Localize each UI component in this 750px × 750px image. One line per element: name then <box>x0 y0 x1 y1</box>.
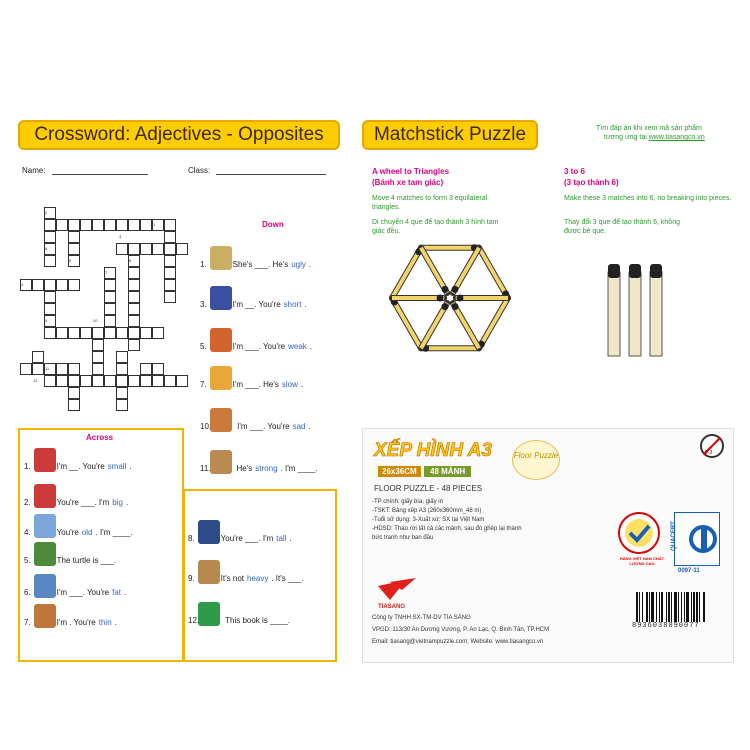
barcode-bar <box>684 592 685 622</box>
crossword-cell[interactable] <box>116 327 128 339</box>
clue-pre: I'm __. You're <box>56 462 105 471</box>
clue-pre: I'm __. You're <box>232 300 281 309</box>
matchstick-body <box>392 248 421 298</box>
clue-num: 8. <box>188 534 195 543</box>
clue-post: . It's ___. <box>271 574 304 583</box>
barcode-number: 8936038090077 <box>632 622 700 630</box>
barcode-bar <box>642 592 643 622</box>
class-underline <box>216 166 326 175</box>
clue-pre: This book is ____. <box>225 616 291 625</box>
clue-pre: He's <box>236 464 253 473</box>
crossword-cell[interactable] <box>152 243 164 255</box>
crossword-cell[interactable] <box>128 375 140 387</box>
matchstick-body <box>479 298 508 348</box>
clue-post: . <box>300 380 304 389</box>
barcode-bar <box>693 592 695 622</box>
quality-check-icon <box>620 514 658 552</box>
pieces-badge: 48 MẢNH <box>424 466 471 477</box>
clue-num: 6. <box>24 588 31 597</box>
clue-pre: You're ___. I'm <box>220 534 274 543</box>
crossword-cell[interactable] <box>176 375 188 387</box>
clue-down-clues-2 <box>200 300 307 309</box>
clue-extra-clues-3 <box>188 616 296 625</box>
name-label: Name: <box>22 166 46 175</box>
crossword-cell[interactable] <box>104 279 116 291</box>
crossword-cell[interactable] <box>68 219 80 231</box>
crossword-cell[interactable] <box>176 243 188 255</box>
clue-pre: It's not <box>220 574 244 583</box>
clue-down-clues-1 <box>200 260 311 269</box>
crossword-cell[interactable] <box>152 327 164 339</box>
clue-kw: tall <box>276 534 287 543</box>
crossword-cell[interactable] <box>44 303 56 315</box>
quacert-badge <box>670 512 720 566</box>
clue-post: . <box>304 300 307 309</box>
crossword-cell[interactable] <box>116 399 128 411</box>
clue-post: . <box>308 260 312 269</box>
crossword-cell[interactable] <box>44 219 56 231</box>
crossword-cell[interactable] <box>44 231 56 243</box>
puzzle1-desc-en: Move 4 matches to form 3 equilateral triangles. <box>372 195 488 211</box>
clue-pre: You're <box>56 528 79 537</box>
clue-kw: fat <box>112 588 122 597</box>
clue-kw: ugly <box>291 260 306 269</box>
barcode-bar <box>671 592 672 622</box>
crossword-cell[interactable] <box>140 243 152 255</box>
crossword-cell[interactable] <box>152 363 164 375</box>
clue-down-clues-4 <box>200 380 303 389</box>
crossword-number: 4 <box>21 282 24 287</box>
crossword-cell[interactable] <box>128 315 140 327</box>
clue-num: 5. <box>200 342 207 351</box>
crossword-cell[interactable] <box>128 279 140 291</box>
class-field <box>188 166 326 175</box>
clue-down-clues-3 <box>200 342 312 351</box>
crossword-cell[interactable] <box>128 339 140 351</box>
clue-pre: I'm ___. He's <box>232 380 279 389</box>
clue-post: . <box>125 498 129 507</box>
clue-num: 1. <box>24 462 31 471</box>
matchstick-body <box>453 303 479 348</box>
crossword-cell[interactable] <box>104 375 116 387</box>
crossword-number: 7 <box>105 270 108 275</box>
crossword-cell[interactable] <box>116 363 128 375</box>
crossword-cell[interactable] <box>164 279 176 291</box>
crossword-cell[interactable] <box>32 363 44 375</box>
crossword-cell[interactable] <box>44 375 56 387</box>
puzzle2-title-vi: (3 tạo thành 6) <box>564 178 619 187</box>
spec-line: -TP chính: giấy bìa, giấy in <box>372 499 443 505</box>
clue-pre: You're ___. I'm <box>56 498 110 507</box>
puzzle1-title-vi: (Bánh xe tam giác) <box>372 178 444 187</box>
clue-pre: I'm ___. You're <box>232 342 286 351</box>
crossword-title: Crossword: Adjectives - Opposites <box>18 120 340 150</box>
clue-num: 4. <box>24 528 31 537</box>
quality-badge <box>618 512 660 554</box>
clue-post: . <box>129 462 132 471</box>
barcode-bar <box>703 592 705 622</box>
matchstick-body <box>421 303 447 348</box>
name-underline <box>52 166 148 175</box>
spec-line: bức tranh như ban đầu <box>372 535 434 541</box>
clue-post: . I'm ____. <box>95 528 133 537</box>
quality-badge-text: HÀNG VIỆT NAM CHẤT LƯỢNG CAO <box>619 556 665 566</box>
clue-down-clues-6 <box>200 464 318 473</box>
crossword-cell[interactable] <box>68 375 80 387</box>
crossword-cell[interactable] <box>116 243 128 255</box>
clue-kw: sad <box>292 422 306 431</box>
crossword-cell[interactable] <box>68 279 80 291</box>
crossword-cell[interactable] <box>104 315 116 327</box>
crossword-cell[interactable] <box>116 387 128 399</box>
crossword-cell[interactable] <box>152 375 164 387</box>
size-badge: 26x36CM <box>378 466 421 477</box>
crossword-cell[interactable] <box>56 327 68 339</box>
clue-num: 11. <box>200 464 211 473</box>
clue-pre: I'm ___. You're <box>56 588 110 597</box>
crossword-cell[interactable] <box>140 363 152 375</box>
crossword-cell[interactable] <box>116 219 128 231</box>
puzzle1-desc-vi: Di chuyển 4 que để tạo thành 3 hình tam giác đều. <box>372 219 499 235</box>
answer-note-prefix: tương ứng tại <box>604 134 649 141</box>
product-subtitle: FLOOR PUZZLE - 48 PIECES <box>374 484 483 493</box>
crossword-number: 5 <box>69 258 72 263</box>
clue-kw: weak <box>288 342 307 351</box>
barcode-bar <box>691 592 692 622</box>
floor-puzzle-badge: Floor Puzzle <box>512 440 560 480</box>
barcode-bar <box>636 592 638 622</box>
clue-across-clues-3 <box>24 528 133 537</box>
clue-num: 1. <box>200 260 207 269</box>
crossword-cell[interactable] <box>128 267 140 279</box>
clue-across-clues-1 <box>24 462 132 471</box>
crossword-cell[interactable] <box>104 291 116 303</box>
crossword-cell[interactable] <box>56 279 68 291</box>
matchstick-head <box>451 286 458 293</box>
spec-line: -HDSD: Tháo rời tất cả các mảnh, sau đó ghép lại thành <box>372 526 522 532</box>
crossword-number: 6 <box>45 246 48 251</box>
clue-num: 10. <box>200 422 212 431</box>
clue-post: . I'm ____. <box>280 464 318 473</box>
quacert-code: 0097-11 <box>678 568 700 574</box>
name-field <box>22 166 148 175</box>
brand-title: XẾP HÌNH A3 <box>374 440 492 461</box>
crossword-number: 8 <box>129 258 132 263</box>
matchstick-body <box>453 248 479 293</box>
clue-num: 9. <box>188 574 195 583</box>
crossword-cell[interactable] <box>116 351 128 363</box>
crossword-cell[interactable] <box>68 231 80 243</box>
crossword-cell[interactable] <box>164 291 176 303</box>
answer-note-line1: Tìm đáp án khi xem mã sản phẩm <box>596 125 702 132</box>
clue-across-clues-4 <box>24 556 122 565</box>
matchstick-body <box>421 248 447 293</box>
barcode <box>634 592 730 622</box>
crossword-cell[interactable] <box>32 351 44 363</box>
barcode-bar <box>649 592 650 622</box>
crossword-number: 9 <box>45 318 48 323</box>
crossword-cell[interactable] <box>140 219 152 231</box>
crossword-cell[interactable] <box>68 243 80 255</box>
clue-kw: old <box>81 528 93 537</box>
crossword-cell[interactable] <box>164 219 176 231</box>
crossword-cell[interactable] <box>164 267 176 279</box>
crossword-cell[interactable] <box>92 363 104 375</box>
matchstick-body <box>392 298 421 348</box>
clue-kw: small <box>107 462 127 471</box>
barcode-bar <box>686 592 689 622</box>
crossword-cell[interactable] <box>128 219 140 231</box>
crossword-cell[interactable] <box>68 327 80 339</box>
clue-pre: I'm . You're <box>56 618 96 627</box>
answer-note-line2 <box>596 133 705 142</box>
clue-num: 12. <box>188 616 200 625</box>
barcode-bar <box>646 592 648 622</box>
crossword-cell[interactable] <box>164 375 176 387</box>
crossword-cell[interactable] <box>68 387 80 399</box>
answer-note-link[interactable]: www.tiasangco.vn <box>648 134 705 141</box>
crossword-cell[interactable] <box>104 327 116 339</box>
across-title: Across <box>86 433 114 442</box>
tiasang-logo-icon <box>376 576 420 606</box>
crossword-cell[interactable] <box>128 327 140 339</box>
puzzle2-title-en: 3 to 6 <box>564 167 585 176</box>
crossword-cell[interactable] <box>80 327 92 339</box>
crossword-number: 10 <box>93 318 98 323</box>
crossword-cell[interactable] <box>164 243 176 255</box>
clue-kw: heavy <box>247 574 269 583</box>
crossword-number: 11 <box>45 366 50 371</box>
clue-post: . <box>114 618 117 627</box>
crossword-cell[interactable] <box>116 375 128 387</box>
crossword-cell[interactable] <box>20 363 32 375</box>
crossword-cell[interactable] <box>128 303 140 315</box>
crossword-cell[interactable] <box>104 219 116 231</box>
matchstick-head <box>456 295 463 302</box>
puzzle2-desc-vi: Thay đổi 3 que để tạo thành 6, không được bẻ que. <box>564 219 680 235</box>
puzzle1-title-en: A wheel to Triangles <box>372 167 450 176</box>
clue-kw: slow <box>281 380 298 389</box>
age-warning-text: 0-3 <box>705 450 713 456</box>
matchstick-wheel <box>380 232 520 364</box>
crossword-cell[interactable] <box>92 327 104 339</box>
clue-post: . <box>289 534 292 543</box>
answer-note <box>596 124 705 142</box>
crossword-cell[interactable] <box>80 219 92 231</box>
down-title: Down <box>262 220 284 229</box>
clue-kw: strong <box>255 464 278 473</box>
crossword-cell[interactable] <box>92 351 104 363</box>
clue-num: 3. <box>200 300 207 309</box>
match-2 <box>629 264 641 356</box>
company-address: VPGD: 113/30 An Dương Vương, P. An Lạc, Q. Bình Tân, TP.HCM <box>372 627 550 633</box>
class-label: Class: <box>188 166 211 175</box>
crossword-cell[interactable] <box>44 255 56 267</box>
clue-kw: thin <box>98 618 112 627</box>
company-name: Công ty TNHH SX-TM-DV TIA SÁNG <box>372 615 471 621</box>
crossword-cell[interactable] <box>68 363 80 375</box>
puzzle2-desc-en: Make these 3 matches into 6, no breaking into pieces. <box>564 195 732 202</box>
clue-across-clues-5 <box>24 588 126 597</box>
clue-extra-clues-1 <box>188 534 292 543</box>
clue-across-clues-6 <box>24 618 117 627</box>
matchstick-head <box>442 303 449 310</box>
clue-across-clues-2 <box>24 498 128 507</box>
crossword-cell[interactable] <box>44 291 56 303</box>
barcode-bar <box>659 592 660 622</box>
crossword-number: 12 <box>33 378 38 383</box>
crossword-cell[interactable] <box>164 231 176 243</box>
tiasang-logo-text: TIASANG <box>378 604 405 610</box>
barcode-bar <box>678 592 679 622</box>
clue-post: . <box>309 342 313 351</box>
match-3 <box>650 264 662 356</box>
clue-pre: The turtle is ___. <box>56 556 117 565</box>
crossword-cell[interactable] <box>92 339 104 351</box>
crossword-cell[interactable] <box>140 375 152 387</box>
clue-down-clues-5 <box>200 422 311 431</box>
matchstick-head <box>451 303 458 310</box>
clue-post: . <box>308 422 311 431</box>
clue-kw: big <box>112 498 123 507</box>
quacert-logo-icon <box>689 519 717 559</box>
crossword-number: 2 <box>45 210 48 215</box>
matchstick-head <box>442 286 449 293</box>
crossword-cell[interactable] <box>44 279 56 291</box>
crossword-cell[interactable] <box>32 279 44 291</box>
barcode-bar <box>639 592 640 622</box>
barcode-bar <box>668 592 670 622</box>
match-1 <box>608 264 620 356</box>
crossword-cell[interactable] <box>164 255 176 267</box>
crossword-cell[interactable] <box>44 327 56 339</box>
crossword-cell[interactable] <box>92 219 104 231</box>
clue-extra-clues-2 <box>188 574 304 583</box>
barcode-bar <box>656 592 657 622</box>
quacert-label: QUACERT <box>670 521 677 551</box>
crossword-cell[interactable] <box>140 327 152 339</box>
matchstick-head <box>437 295 444 302</box>
crossword-cell[interactable] <box>56 219 68 231</box>
crossword-cell[interactable] <box>80 375 92 387</box>
barcode-bar <box>666 592 667 622</box>
crossword-cell[interactable] <box>128 243 140 255</box>
crossword-cell[interactable] <box>104 303 116 315</box>
barcode-bar <box>699 592 700 622</box>
clue-num: 7. <box>200 380 207 389</box>
spec-line: -TSKT: Bảng xếp A3 (260x360mm_48 m) <box>372 508 482 514</box>
barcode-bar <box>681 592 682 622</box>
crossword-cell[interactable] <box>92 375 104 387</box>
matchstick-body <box>479 248 508 298</box>
crossword-number: 1 <box>153 222 156 227</box>
crossword-cell[interactable] <box>128 291 140 303</box>
barcode-bar <box>661 592 663 622</box>
clue-post: . <box>124 588 127 597</box>
company-email: Email: tiasang@vietnampuzzle.com; Website: www.tiasangco.vn <box>372 639 544 645</box>
crossword-cell[interactable] <box>56 375 68 387</box>
barcode-bar <box>651 592 654 622</box>
crossword-cell[interactable] <box>56 363 68 375</box>
crossword-number: 3 <box>119 234 122 239</box>
clue-pre: I'm ___. You're <box>237 422 290 431</box>
matchstick-title: Matchstick Puzzle <box>362 120 538 150</box>
age-warning-icon <box>700 434 724 458</box>
crossword-cell[interactable] <box>68 399 80 411</box>
barcode-bar <box>674 592 677 622</box>
clue-pre: She's ___. He's <box>232 260 289 269</box>
clue-kw: short <box>283 300 302 309</box>
matchstick-three <box>600 262 670 358</box>
clue-num: 2. <box>24 498 31 507</box>
barcode-bar <box>696 592 698 622</box>
spec-line: -Tuổi sử dụng: 3-Xuất xứ: SX tại Việt Nam <box>372 517 485 523</box>
clue-num: 5. <box>24 556 31 565</box>
clue-num: 7. <box>24 618 31 627</box>
